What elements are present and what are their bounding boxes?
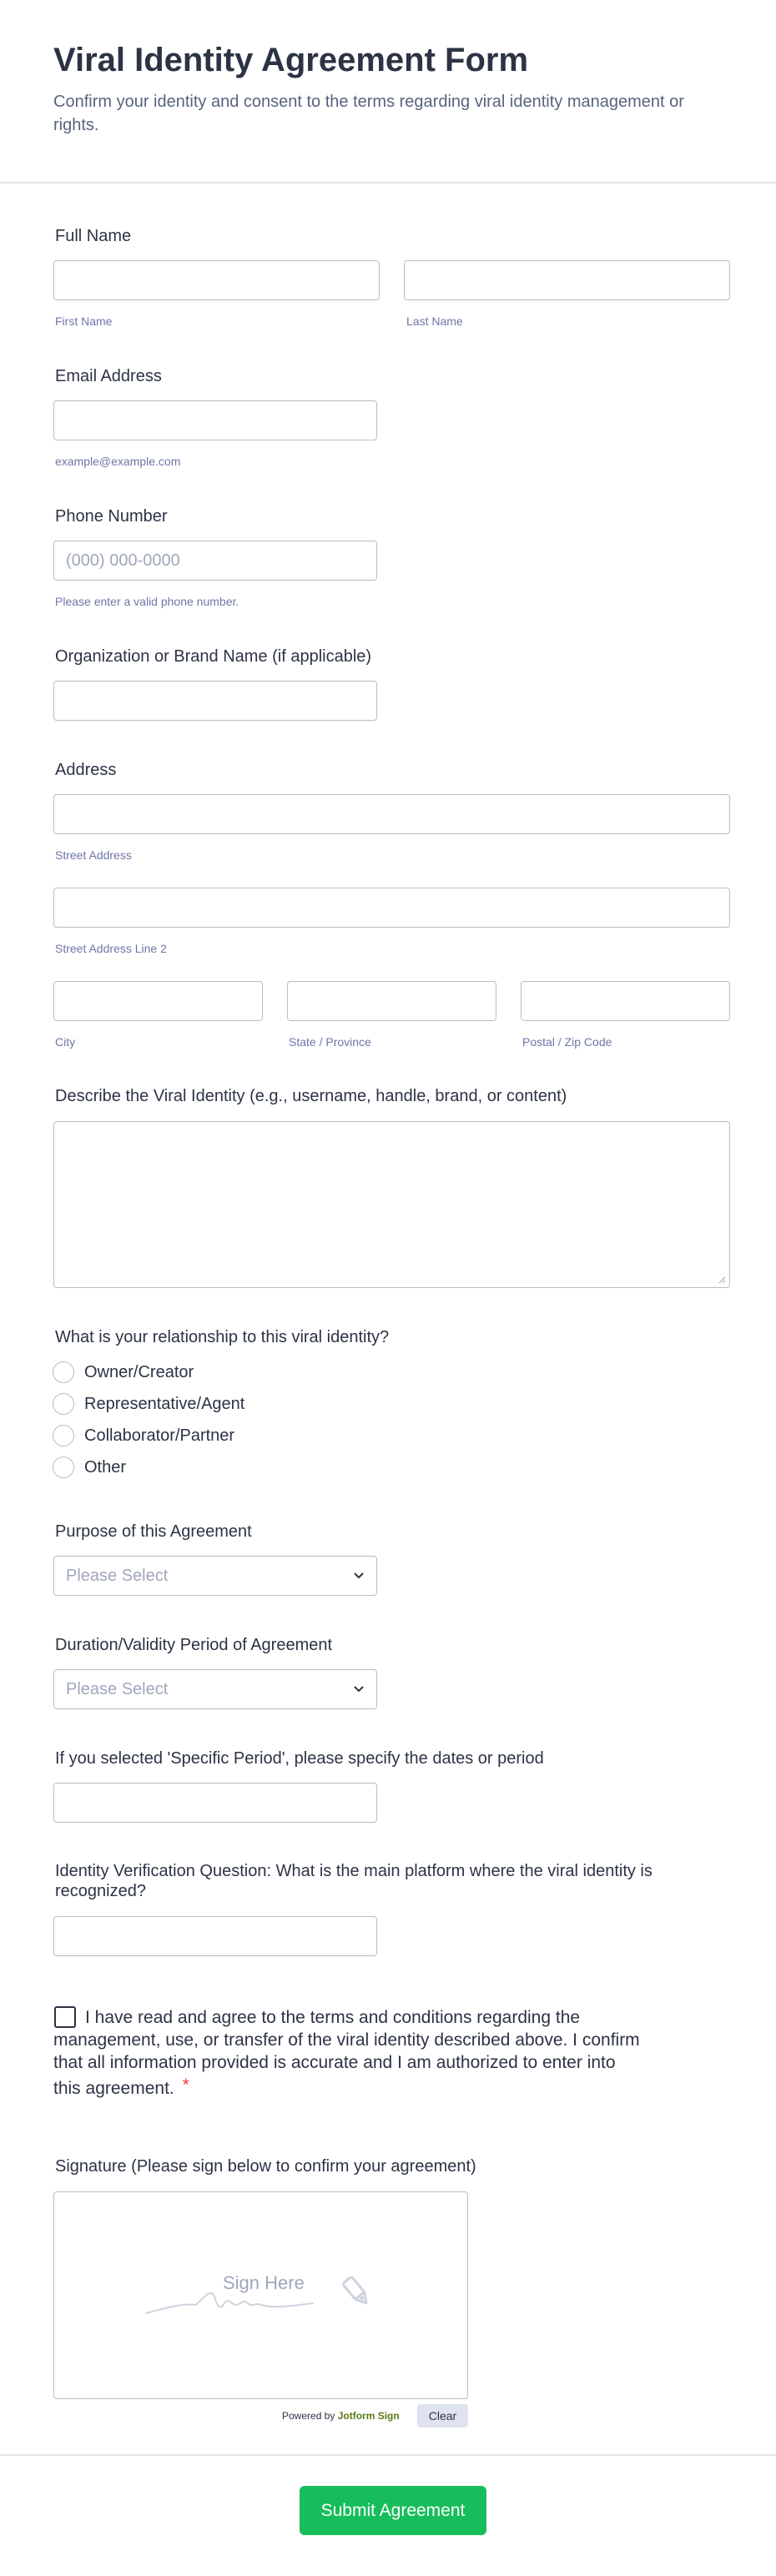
radio-collaborator-partner[interactable]	[53, 1425, 74, 1446]
purpose-select-value: Please Select	[66, 1567, 169, 1585]
describe-textarea[interactable]	[53, 1121, 730, 1288]
email-label: Email Address	[55, 367, 162, 385]
resize-grip-icon[interactable]	[718, 1275, 726, 1284]
street-address-line2-sublabel: Street Address Line 2	[55, 942, 167, 955]
form-title: Viral Identity Agreement Form	[53, 42, 529, 78]
consent-text-line4-text: this agreement.	[53, 2079, 174, 2098]
purpose-select[interactable]	[53, 1556, 377, 1596]
last-name-sublabel: Last Name	[406, 314, 463, 328]
verification-input[interactable]	[53, 1916, 377, 1956]
consent-checkbox[interactable]	[54, 2006, 76, 2028]
radio-other[interactable]	[53, 1457, 74, 1478]
signature-hint: Sign Here	[223, 2272, 305, 2293]
phone-placeholder: (000) 000-0000	[66, 551, 180, 570]
duration-select-value: Please Select	[66, 1680, 169, 1698]
verification-label-line1: Identity Verification Question: What is the main platform where the viral identity is	[55, 1862, 653, 1880]
organization-input[interactable]	[53, 681, 377, 721]
form-subtitle: Confirm your identity and consent to the terms regarding viral identity management or rights.	[53, 93, 684, 134]
consent-text-line1: I have read and agree to the terms and conditions regarding the	[85, 2008, 581, 2027]
phone-label: Phone Number	[55, 507, 168, 526]
jotform-sign-brand[interactable]: Jotform Sign	[337, 2410, 400, 2422]
consent-text-line3: that all information provided is accurate and I am authorized to enter into	[53, 2053, 616, 2072]
first-name-sublabel: First Name	[55, 314, 113, 328]
powered-by-text	[282, 2410, 400, 2422]
full-name-label: Full Name	[55, 227, 132, 245]
radio-label-representative-agent: Representative/Agent	[84, 1395, 245, 1413]
organization-label: Organization or Brand Name (if applicable)	[55, 647, 372, 666]
duration-select[interactable]	[53, 1669, 377, 1709]
city-input[interactable]	[53, 981, 263, 1021]
clear-signature-button[interactable]: Clear	[417, 2404, 468, 2428]
zip-sublabel: Postal / Zip Code	[522, 1035, 612, 1049]
radio-label-collaborator-partner: Collaborator/Partner	[84, 1426, 235, 1445]
submit-button[interactable]: Submit Agreement	[300, 2486, 486, 2535]
footer-divider	[0, 2454, 776, 2456]
chevron-down-icon	[351, 1683, 366, 1695]
consent-text-line2: management, use, or transfer of the viral identity described above. I confirm	[53, 2030, 640, 2050]
describe-label: Describe the Viral Identity (e.g., username, handle, brand, or content)	[55, 1087, 567, 1105]
radio-label-owner-creator: Owner/Creator	[84, 1363, 194, 1381]
pen-icon	[336, 2272, 378, 2313]
duration-label: Duration/Validity Period of Agreement	[55, 1636, 333, 1654]
phone-input[interactable]	[53, 541, 377, 581]
street-address-input[interactable]	[53, 794, 730, 834]
radio-representative-agent[interactable]	[53, 1393, 74, 1415]
address-label: Address	[55, 761, 117, 779]
verification-label-line2: recognized?	[55, 1882, 146, 1900]
consent-text-line4	[53, 2074, 189, 2100]
purpose-label: Purpose of this Agreement	[55, 1522, 252, 1541]
signature-label: Signature (Please sign below to confirm your agreement)	[55, 2157, 476, 2176]
radio-label-other: Other	[84, 1458, 127, 1477]
zip-input[interactable]	[521, 981, 730, 1021]
header-divider	[0, 182, 776, 184]
city-sublabel: City	[55, 1035, 76, 1049]
radio-owner-creator[interactable]	[53, 1361, 74, 1383]
street-address-line2-input[interactable]	[53, 888, 730, 928]
relationship-label: What is your relationship to this viral identity?	[55, 1328, 390, 1346]
state-input[interactable]	[287, 981, 496, 1021]
signature-pad[interactable]	[53, 2191, 468, 2399]
email-input[interactable]	[53, 400, 377, 440]
first-name-input[interactable]	[53, 260, 380, 300]
chevron-down-icon	[351, 1570, 366, 1582]
last-name-input[interactable]	[404, 260, 730, 300]
powered-by-prefix: Powered by	[282, 2410, 335, 2422]
street-address-sublabel: Street Address	[55, 848, 132, 862]
phone-sublabel: Please enter a valid phone number.	[55, 595, 239, 608]
email-sublabel: example@example.com	[55, 455, 181, 468]
specific-period-label: If you selected 'Specific Period', please specify the dates or period	[55, 1749, 544, 1768]
state-sublabel: State / Province	[289, 1035, 371, 1049]
required-mark: *	[182, 2075, 189, 2095]
specific-period-input[interactable]	[53, 1783, 377, 1823]
